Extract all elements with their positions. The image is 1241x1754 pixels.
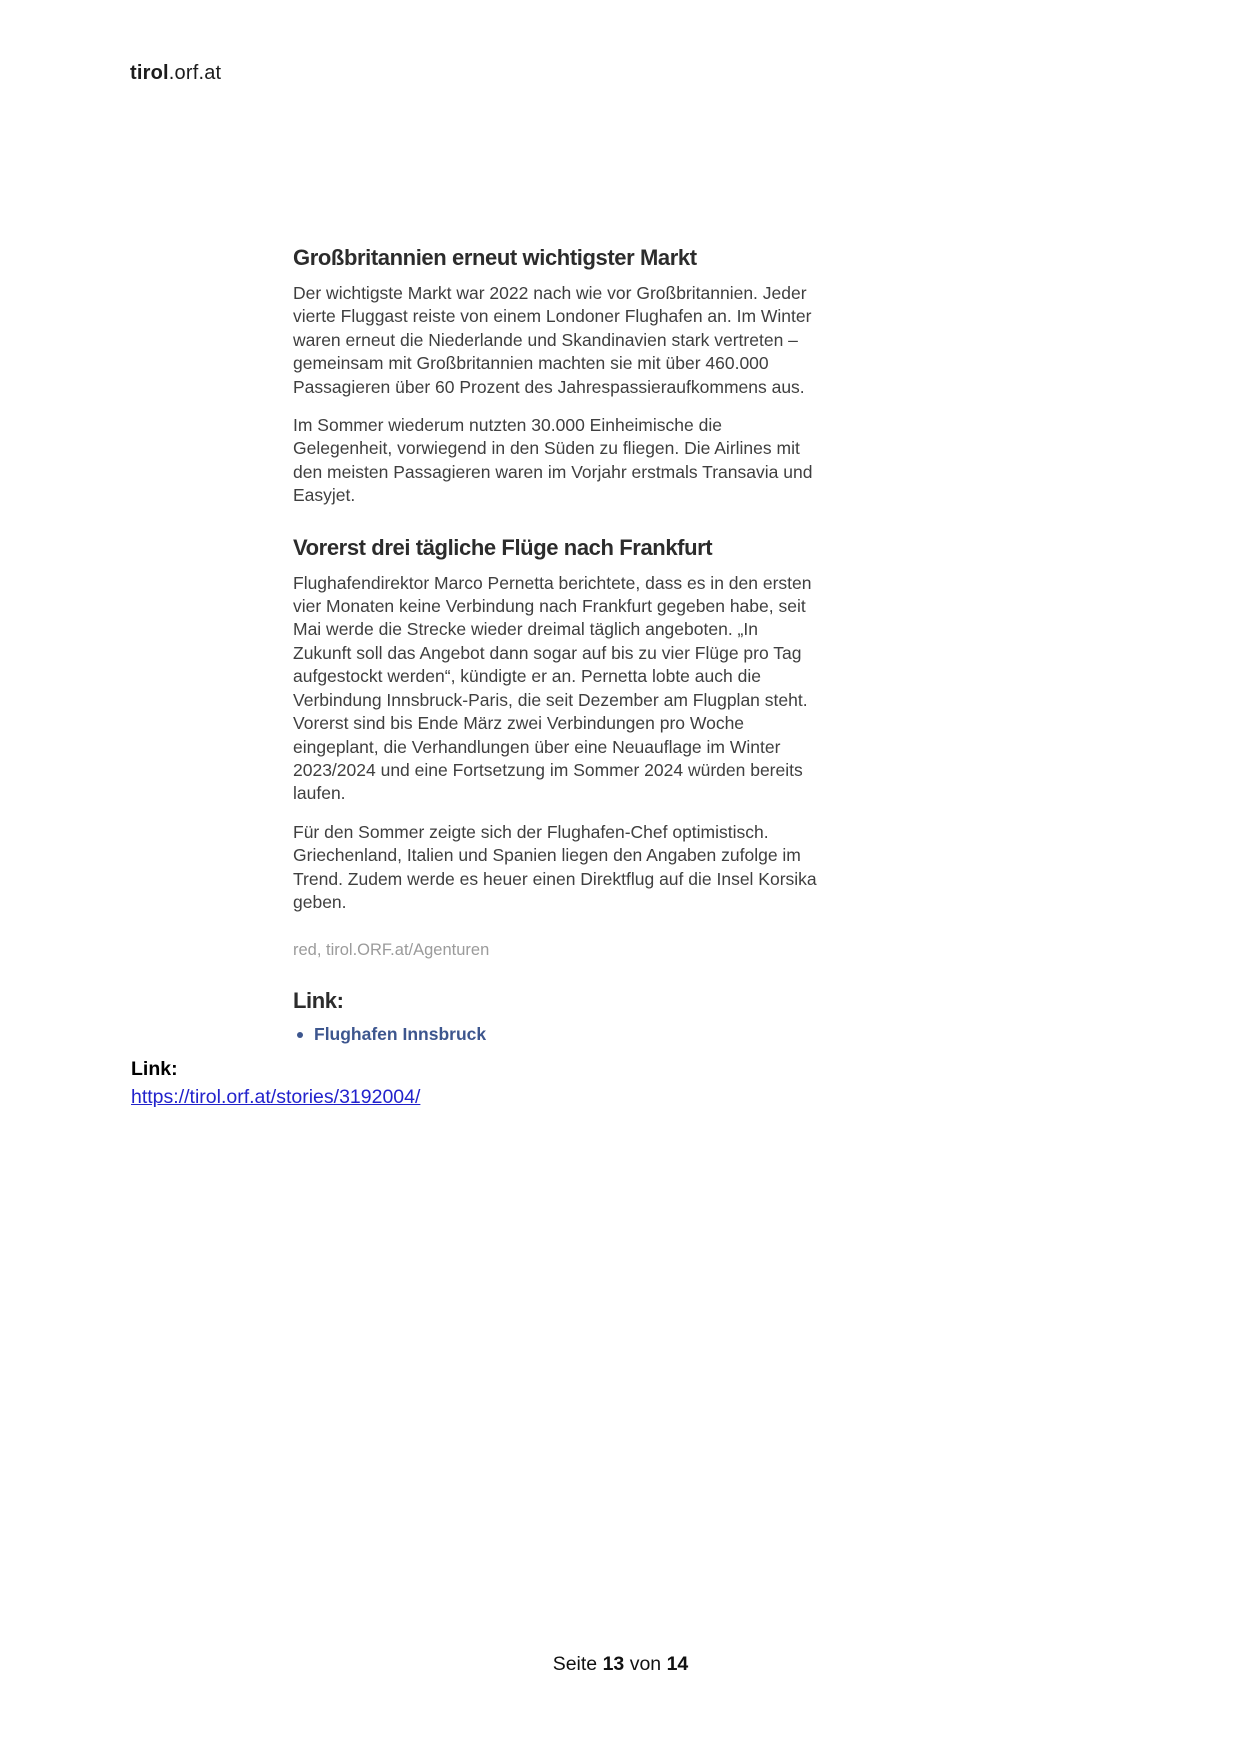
story-url-link[interactable]: https://tirol.orf.at/stories/3192004/	[131, 1086, 421, 1108]
article-paragraph: Der wichtigste Markt war 2022 nach wie vor Großbritannien. Jeder vierte Fluggast reiste von einem Londoner Flughafen an. Im Winter waren erneut die Niederlande und Skandinavien stark vertreten – gemeinsam mit Großbritannien machten sie mit über 460.000 Passagieren über 60 Prozent des Jahrespassieraufkommens aus.	[293, 283, 812, 397]
article-paragraph: Im Sommer wiederum nutzten 30.000 Einheimische die Gelegenheit, vorwiegend in den Süden zu fliegen. Die Airlines mit den meisten Passagieren waren im Vorjahr erstmals Transavia und Easyjet.	[293, 415, 813, 506]
article-paragraph: Flughafendirektor Marco Pernetta berichtete, dass es in den ersten vier Monaten keine Verbindung nach Frankfurt gegeben habe, seit Mai werde die Strecke wieder dreimal täglich angeboten. „In Zukunft soll das Angebot dann sogar auf bis zu vier Flüge pro Tag aufgestockt werden“, kündigte er an. Pernetta lobte auch die Verbindung Innsbruck-Paris, die seit Dezember am Flugplan steht. Vorerst sind bis Ende März zwei Verbindungen pro Woche eingeplant, die Verhandlungen über eine Neuauflage im Winter 2023/2024 und eine Fortsetzung im Sommer 2024 würden bereits laufen.	[293, 572, 812, 804]
site-brand-bold: tirol	[130, 62, 169, 84]
article-paragraph: Für den Sommer zeigte sich der Flughafen-Chef optimistisch. Griechenland, Italien und Spanien liegen den Angaben zufolge im Trend. Zudem werde es heuer einen Direktflug auf die Insel Korsika geben.	[293, 821, 817, 912]
current-page-number: 13	[602, 1653, 625, 1675]
site-brand	[130, 62, 221, 85]
article-section-markets	[293, 245, 820, 508]
total-page-number: 14	[666, 1653, 689, 1675]
page-of-label: von	[629, 1653, 662, 1675]
article-section-frankfurt	[293, 535, 820, 915]
document-link-heading: Link:	[131, 1058, 178, 1080]
flughafen-innsbruck-link[interactable]: Flughafen Innsbruck	[314, 1024, 487, 1045]
article-body	[293, 245, 820, 1047]
page-label: Seite	[552, 1653, 598, 1675]
article-links-block	[293, 989, 820, 1047]
site-brand-suffix: .orf.at	[168, 62, 222, 84]
document-link-block	[131, 1058, 420, 1109]
list-item	[297, 1023, 820, 1046]
section-heading: Großbritannien erneut wichtigster Markt	[293, 245, 697, 270]
bullet-icon	[297, 1032, 303, 1038]
page-number-footer	[0, 1653, 1241, 1676]
section-heading: Vorerst drei tägliche Flüge nach Frankfurt	[293, 534, 713, 560]
article-byline: red, tirol.ORF.at/Agenturen	[293, 941, 490, 960]
links-heading: Link:	[293, 987, 344, 1013]
